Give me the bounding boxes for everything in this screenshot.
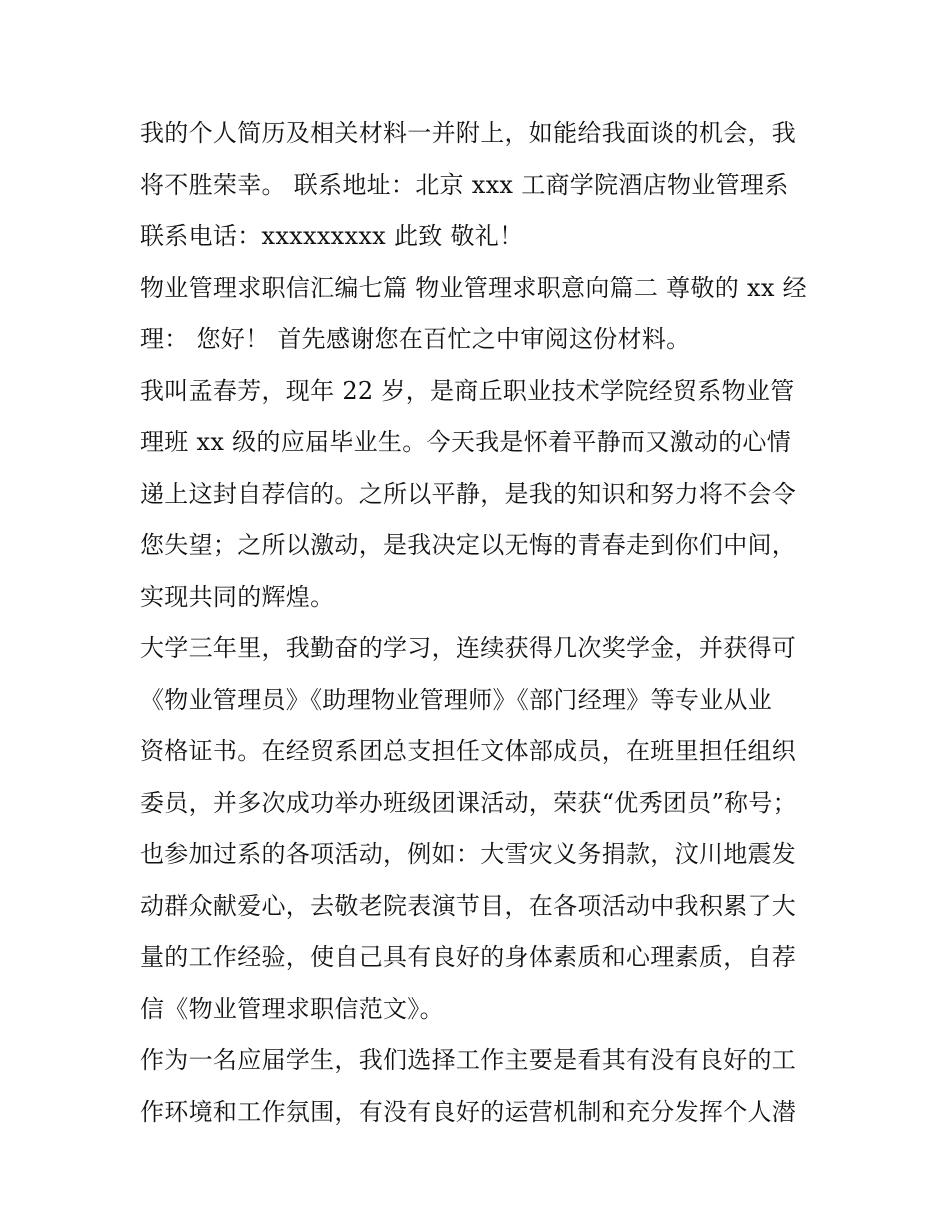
paragraph-greeting — [140, 263, 820, 366]
text-line: 量的工作经验，使自己具有良好的身体素质和心理素质，自荐 — [140, 943, 797, 971]
text-line: 您失望；之所以激动，是我决定以无悔的青春走到你们中间， — [140, 531, 797, 559]
text-line: 将不胜荣幸。 联系地址：北京 xxx 工商学院酒店物业管理系 — [140, 170, 789, 199]
text-line: 我的个人简历及相关材料一并附上，如能给我面谈的机会，我 — [140, 119, 797, 147]
document-body — [140, 108, 820, 1138]
text-line: 资格证书。在经贸系团总支担任文体部成员，在班里担任组织 — [140, 737, 797, 765]
text-line: 递上这封自荐信的。之所以平静，是我的知识和努力将不会令 — [140, 479, 797, 508]
text-line: 信《物业管理求职信范文》。 — [140, 994, 444, 1023]
text-line: 委员，并多次成功举办班级团课活动，荣获“优秀团员”称号； — [140, 788, 797, 817]
paragraph-introduction — [140, 366, 820, 624]
text-line: 大学三年里，我勤奋的学习，连续获得几次奖学金，并获得可 — [140, 634, 797, 662]
text-line: 实现共同的辉煌。 — [140, 582, 335, 611]
text-line: 作为一名应届学生，我们选择工作主要是看其有没有良好的工 — [140, 1046, 797, 1074]
text-line: 动群众献爱心，去敬老院表演节目，在各项活动中我积累了大 — [140, 891, 797, 920]
text-line: 联系电话：xxxxxxxxx 此致 敬礼！ — [140, 222, 524, 250]
paragraph-job-choice — [140, 1035, 820, 1138]
text-line: 作环境和工作氛围，有没有良好的运营机制和充分发挥个人潜 — [140, 1097, 797, 1126]
text-line: 也参加过系的各项活动，例如：大雪灾义务捐款，汶川地震发 — [140, 840, 797, 868]
text-line: 理： 您好！ 首先感谢您在百忙之中审阅这份材料。 — [140, 325, 691, 353]
paragraph-experience — [140, 623, 820, 1035]
text-line: 物业管理求职信汇编七篇 物业管理求职意向篇二 尊敬的 xx 经 — [140, 273, 807, 302]
paragraph-closing — [140, 108, 820, 263]
text-line: 我叫孟春芳，现年 22 岁，是商丘职业技术学院经贸系物业管 — [140, 376, 795, 405]
text-line: 理班 xx 级的应届毕业生。今天我是怀着平静而又激动的心情 — [140, 428, 792, 456]
text-line: 《物业管理员》《助理物业管理师》《部门经理》等专业从业 — [140, 685, 773, 714]
